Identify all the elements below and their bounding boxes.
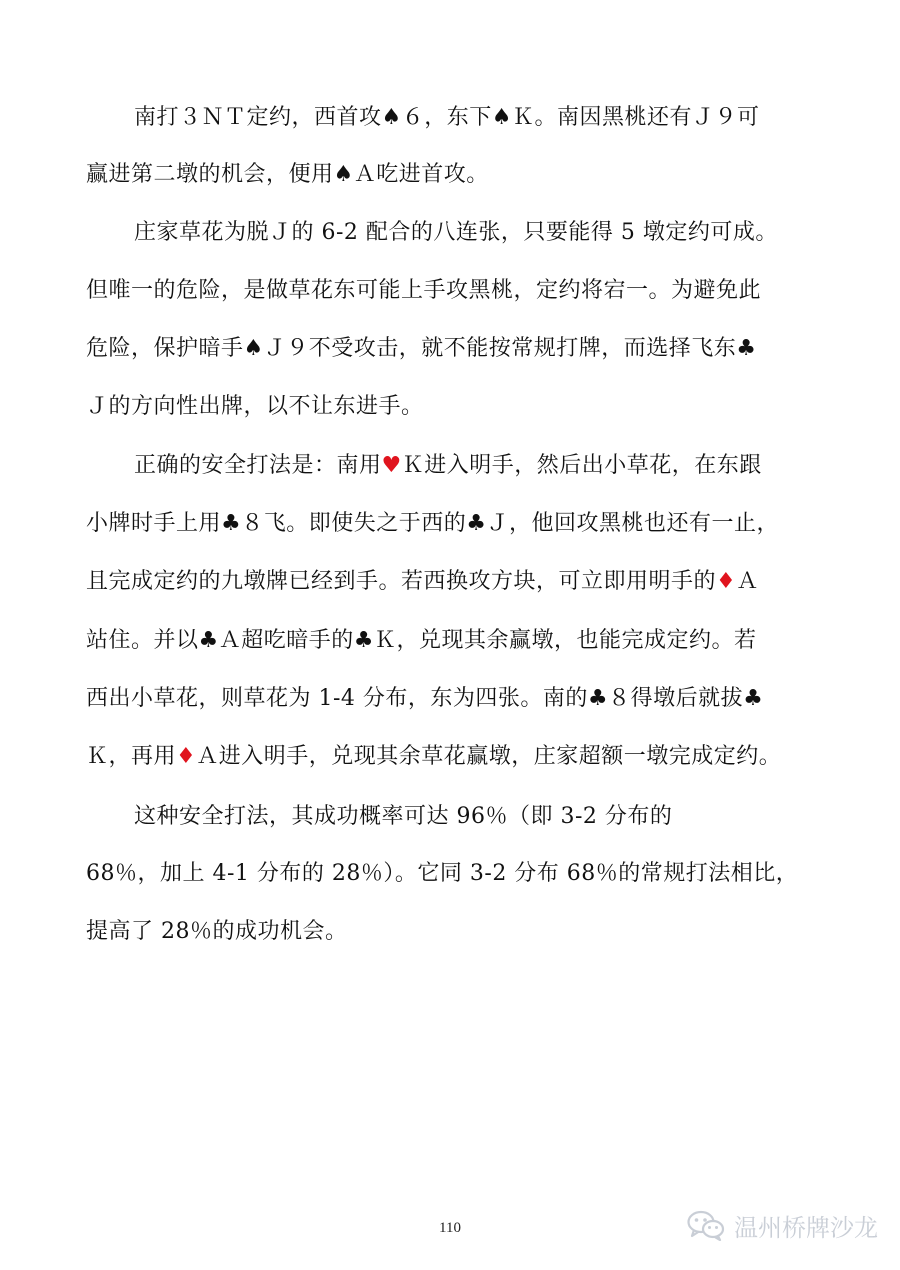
spade-icon: ♠ xyxy=(333,162,354,187)
text-segment: Ａ xyxy=(736,569,759,594)
text-line xyxy=(86,684,763,714)
text-segment: ８飞。即使失之于西的 xyxy=(241,511,467,536)
spade-icon: ♠ xyxy=(243,336,264,361)
wechat-icon xyxy=(686,1209,726,1241)
diamond-icon: ♦ xyxy=(176,744,197,769)
text-line xyxy=(86,509,779,539)
text-line xyxy=(86,742,781,772)
text-segment: 正确的安全打法是：南用 xyxy=(134,453,382,478)
text-segment: Ａ进入明手，兑现其余草花赢墩，庄家超额一墩完成定约。 xyxy=(196,744,782,769)
text-segment: 危险，保护暗手 xyxy=(86,336,244,361)
watermark-text: 温州桥牌沙龙 xyxy=(734,1213,878,1242)
club-icon: ♣ xyxy=(198,628,219,653)
text-line xyxy=(86,917,348,947)
text-segment: 提高了 28％的成功机会。 xyxy=(86,919,348,944)
club-icon: ♣ xyxy=(466,511,487,536)
text-segment: 站住。并以 xyxy=(86,628,199,653)
spade-icon: ♠ xyxy=(491,105,512,130)
diamond-icon: ♦ xyxy=(716,569,737,594)
text-segment: Ａ吃进首攻。 xyxy=(353,162,489,187)
text-segment: Ｋ。南因黑桃还有Ｊ９可 xyxy=(512,105,760,130)
club-icon: ♣ xyxy=(736,336,757,361)
club-icon: ♣ xyxy=(221,511,242,536)
text-line xyxy=(86,859,798,889)
text-segment: Ｋ，兑现其余赢墩，也能完成定约。若 xyxy=(374,628,757,653)
text-segment: Ｋ进入明手，然后出小草花，在东跟 xyxy=(401,453,762,478)
text-line xyxy=(134,218,778,248)
text-segment: ８得墩后就拔 xyxy=(608,686,744,711)
page-number: 110 xyxy=(439,1220,461,1236)
text-segment: 庄家草花为脱Ｊ的 6-2 配合的八连张，只要能得 5 墩定约可成。 xyxy=(134,220,778,245)
club-icon: ♣ xyxy=(743,686,764,711)
text-segment: Ａ超吃暗手的 xyxy=(218,628,354,653)
text-line xyxy=(86,567,759,597)
text-line xyxy=(86,276,761,306)
text-segment: Ｋ，再用 xyxy=(86,744,177,769)
text-segment: Ｊ的方向性出牌，以不让东进手。 xyxy=(86,394,424,419)
text-segment: 68％，加上 4-1 分布的 28％）。它同 3-2 分布 68％的常规打法相比， xyxy=(86,861,799,886)
text-line xyxy=(134,802,672,832)
text-line xyxy=(134,103,760,133)
text-line xyxy=(86,626,757,656)
watermark xyxy=(686,1208,878,1242)
club-icon: ♣ xyxy=(353,628,374,653)
text-segment: 西出小草花，则草花为 1-4 分布，东为四张。南的 xyxy=(86,686,588,711)
club-icon: ♣ xyxy=(587,686,609,711)
text-segment: 南打３ＮＴ定约，西首攻 xyxy=(134,105,382,130)
text-segment: 且完成定约的九墩牌已经到手。若西换攻方块，可立即用明手的 xyxy=(86,569,717,594)
spade-icon: ♠ xyxy=(381,105,402,130)
heart-icon: ♥ xyxy=(381,453,402,478)
text-segment: 小牌时手上用 xyxy=(86,511,222,536)
text-segment: 这种安全打法，其成功概率可达 96％（即 3-2 分布的 xyxy=(134,804,673,829)
text-segment: 赢进第二墩的机会，便用 xyxy=(86,162,334,187)
text-segment: ６，东下 xyxy=(401,105,492,130)
text-line xyxy=(86,392,424,422)
text-segment: 但唯一的危险，是做草花东可能上手攻黑桃，定约将宕一。为避免此 xyxy=(86,278,762,303)
text-segment: Ｊ，他回攻黑桃也还有一止， xyxy=(486,511,780,536)
text-line xyxy=(86,334,757,364)
text-segment: Ｊ９不受攻击，就不能按常规打牌，而选择飞东 xyxy=(263,336,737,361)
text-line xyxy=(86,160,489,190)
text-line xyxy=(134,451,762,481)
